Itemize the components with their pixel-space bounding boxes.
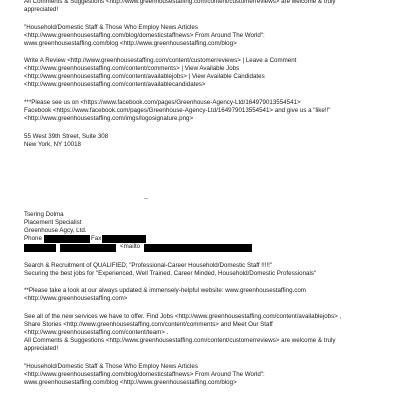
suggestions-line: All Comments & Suggestions <http://www.greenhousestaffing.com/content/customerreviews> are welcome & truly bbox=[24, 0, 336, 5]
suggestions-line: appreciated! bbox=[24, 6, 59, 13]
redaction-box bbox=[44, 235, 90, 243]
website-line: **Please take a look at our always updated & immensely-helpful website: www.greenhousestaffing.com bbox=[24, 287, 306, 294]
redaction-box bbox=[60, 244, 116, 252]
signature-title: Placement Specialist bbox=[24, 219, 82, 226]
news-line: www.greenhousestaffing.com/blog <http://www.greenhousestaffing.com/blog> bbox=[24, 379, 237, 386]
phone-label: Phone bbox=[24, 235, 42, 242]
facebook-line: ***Please see us on <https://www.facebook.com/pages/Greenhouse-Agency-Ltd/164979013554541> bbox=[24, 99, 301, 106]
mailto-label: <mailto bbox=[120, 243, 141, 250]
review-line: Write A Review <http://www.greenhousestaffing.com/content/customerreviews> | Leave a Comment bbox=[24, 57, 297, 64]
redaction-box bbox=[24, 244, 56, 252]
review-line: <http://www.greenhousestaffing.com/content/availablejobs> | View Available Candidates bbox=[24, 73, 265, 80]
news-line: "Household/Domestic Staff & Those Who Employ News Articles bbox=[24, 363, 198, 370]
news-line: www.greenhousestaffing.com/blog <http://www.greenhousestaffing.com/blog> bbox=[24, 40, 237, 47]
website-line: <http://www.greenhousestaffing.com> bbox=[24, 295, 128, 302]
address-line: 55 West 39th Street, Suite 308 bbox=[24, 133, 109, 140]
facebook-line: Facebook <https://www.facebook.com/pages/Greenhouse-Agency-Ltd/164979013554541> and give us a "like!!" bbox=[24, 107, 331, 114]
facebook-line: <http://www.greenhousestaffing.com/imgs/logosignature.png> bbox=[24, 115, 194, 122]
news-line: <http://www.greenhousestaffing.com/blog/domesticstaffnews> From Around The World": bbox=[24, 371, 265, 378]
recruit-line: Securing the best jobs for "Experienced, Well Trained, Career Minded, Household/Domestic Professionals" bbox=[24, 270, 317, 277]
redaction-box bbox=[144, 244, 252, 252]
signature-separator: -- bbox=[144, 196, 148, 202]
address-line: New York, NY 10018 bbox=[24, 141, 81, 148]
redaction-box bbox=[102, 235, 146, 243]
review-line: <http://www.greenhousestaffing.com/content/comments> | View Available Jobs bbox=[24, 65, 240, 72]
signature-company: Greenhouse Agcy, Ltd. bbox=[24, 227, 87, 234]
services-line: See all of the new services we have to offer. Find Jobs <http://www.greenhousestaffing.com/content/availablejobs> , bbox=[24, 313, 342, 320]
recruit-line: Search & Recruitment of QUALIFIED; "Professional-Career Household/Domestic Staff !!!!!" bbox=[24, 262, 273, 269]
fax-label: Fax bbox=[91, 235, 102, 242]
suggestions-line: appreciated! bbox=[24, 345, 59, 352]
suggestions-line: All Comments & Suggestions <http://www.greenhousestaffing.com/content/customerreviews> are welcome & truly bbox=[24, 337, 336, 344]
services-line: Share Stories <http://www.greenhousestaffing.com/content/comments> and Meet Our Staff bbox=[24, 321, 273, 328]
news-line: <http://www.greenhousestaffing.com/blog/domesticstaffnews> From Around The World": bbox=[24, 32, 265, 39]
signature-name: Tsering Dolma bbox=[24, 211, 64, 218]
review-line: <http://www.greenhousestaffing.com/content/availablecandidates> bbox=[24, 81, 206, 88]
news-line: "Household/Domestic Staff & Those Who Employ News Articles bbox=[24, 24, 198, 31]
services-line: <http://www.greenhousestaffing.com/content/team> . bbox=[24, 329, 169, 336]
